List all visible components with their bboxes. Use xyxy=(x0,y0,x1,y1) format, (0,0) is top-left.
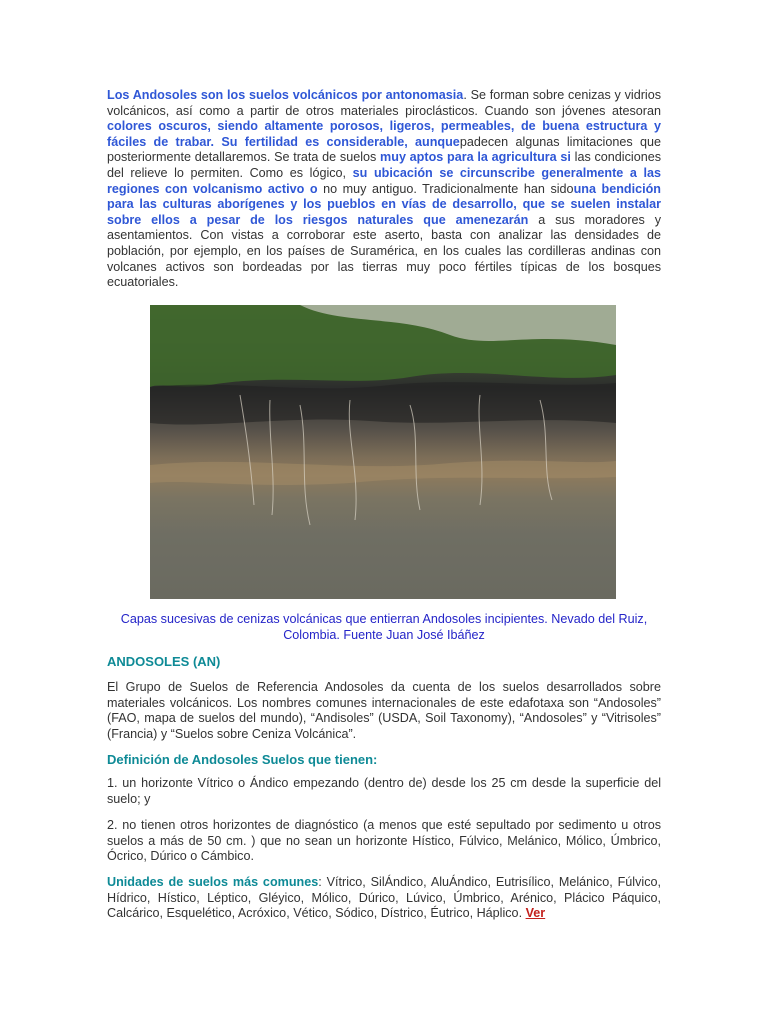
photo-caption: Capas sucesivas de cenizas volcánicas que entierran Andosoles incipientes. Nevado del Ruiz, Colombia. Fuente Juan José Ibáñez xyxy=(120,612,648,642)
definition-item-2 xyxy=(107,818,661,865)
soil-units-text: : Vítrico, SilÁndico, AluÁndico, Eutrisílico, Melánico, Fúlvico, Hídrico, Hístico, Léptico, Gléyico, Mólico, Dúrico, Lúvico, Úmbrico, Arénico, Plácico Páquico, Calcárico, Esquelético, Acróxico, Vético, Sódico, Dístrico, Éutrico, Háplico. xyxy=(107,875,661,921)
definition-heading xyxy=(107,752,661,767)
andosoles-paragraph xyxy=(107,680,661,742)
soil-units-title: Unidades de suelos más comunes xyxy=(107,875,319,889)
intro-text-3: las condiciones del relieve lo permiten. Como es lógico, xyxy=(107,150,662,180)
andosoles-paragraph-text: El Grupo de Suelos de Referencia Andosoles da cuenta de los suelos desarrollados sobre materiales volcánicos. Los nombres comunes internacionales de este edafotaxa son “Andosoles” (FAO, mapa de suelos del mundo), “Andisoles” (USDA, Soil Taxonomy), “Andosoles” y “Vitrisoles” (Francia) y “Suelos sobre Ceniza Volcánica”. xyxy=(107,680,661,741)
intro-highlight-2: colores oscuros, siendo altamente porosos, ligeros, permeables, de buena estructura y fáciles de trabar. Su fertilidad es considerable, aunque xyxy=(107,119,661,149)
intro-text-2: padecen algunas limitaciones que posteriormente detallaremos. Se trata de suelos xyxy=(107,134,661,165)
intro-highlight-3: muy aptos para la agricultura si xyxy=(380,150,571,165)
intro-paragraph xyxy=(107,88,661,291)
ver-link[interactable]: Ver xyxy=(525,906,546,921)
definition-item-2-text: 2. no tienen otros horizontes de diagnóstico (a menos que esté sepultado por sedimento u otros suelos a más de 50 cm. ) que no sean un horizonte Hístico, Fúlvico, Melánico, Mólico, Úmbrico, Ócrico, Dúrico o Cámbico. xyxy=(107,818,661,864)
section-heading: ANDOSOLES (AN) xyxy=(107,654,221,669)
intro-highlight-5: una bendición para las culturas aborígenes y los pueblos en vías de desarrollo, que se suelen instalar sobre ellos a pesar de los riesgos naturales que amenezarán xyxy=(107,181,661,227)
intro-highlight-4: su ubicación se circunscribe generalmente a las regiones con volcanismo activo o xyxy=(107,165,661,196)
definition-item-1 xyxy=(107,776,661,807)
intro-text-4: no muy antiguo. Tradicionalmente han sido xyxy=(317,181,574,196)
intro-highlight-1: Los Andosoles son los suelos volcánicos por antonomasia xyxy=(107,88,464,102)
definition-item-1-text: 1. un horizonte Vítrico o Ándico empezando (dentro de) desde los 25 cm desde la superficie del suelo; y xyxy=(107,776,661,806)
soil-profile-photo xyxy=(150,305,616,599)
definition-title: Definición de Andosoles Suelos que tienen: xyxy=(107,752,378,767)
intro-text-5: a sus moradores y asentamientos. Con vistas a corroborar este aserto, basta con analizar las densidades de población, por ejemplo, en los países de Suramérica, en los cuales las cordilleras andinas con volcanes activos son bordeadas por las tierras muy poco fértiles típicas de los bosques ecuatoriales. xyxy=(107,212,661,290)
soil-units-paragraph xyxy=(107,875,661,922)
intro-text-1: . Se forman sobre cenizas y vidrios volcánicos, así como a partir de otros materiales piroclásticos. Cuando son jóvenes atesoran xyxy=(107,88,661,118)
